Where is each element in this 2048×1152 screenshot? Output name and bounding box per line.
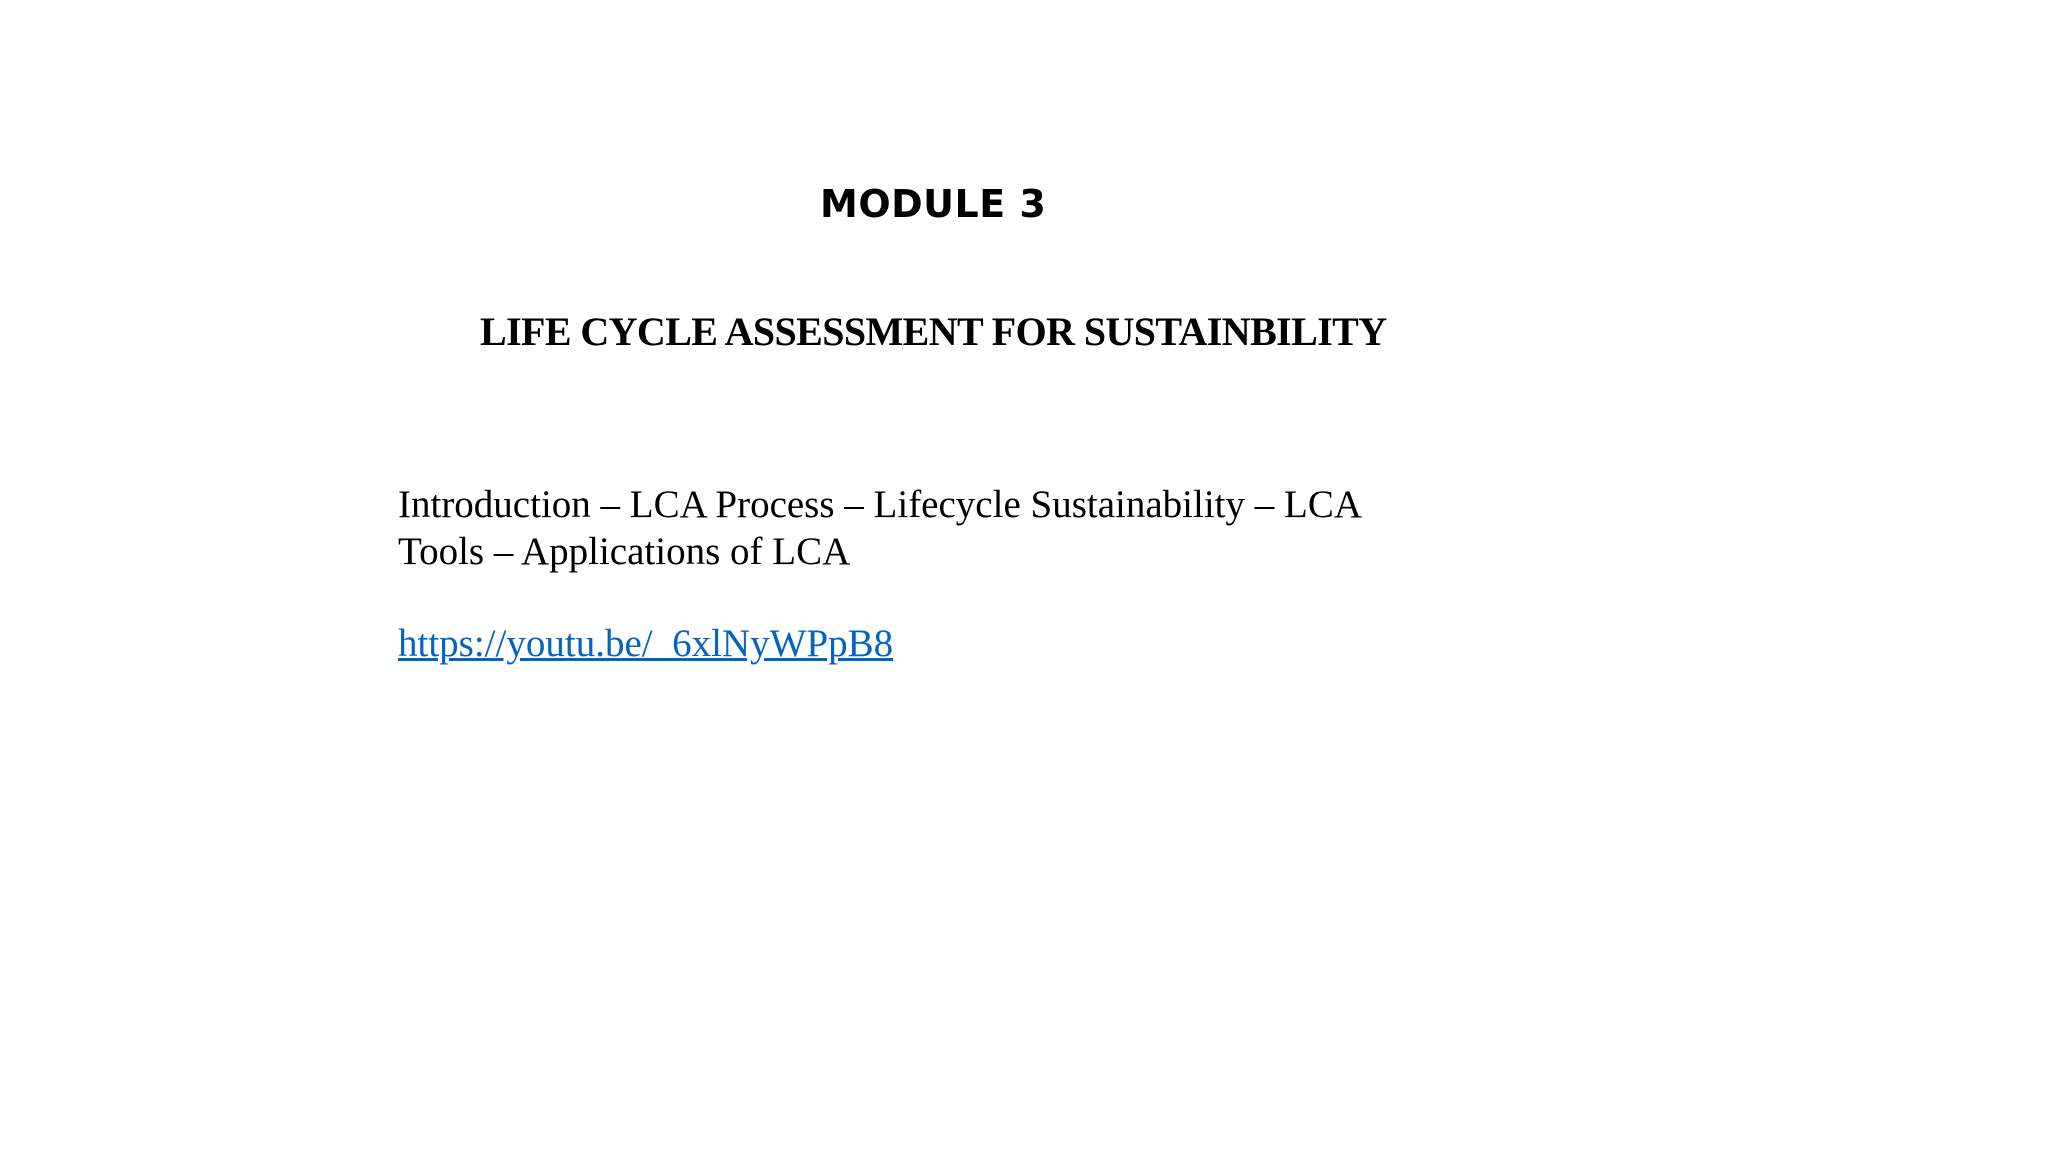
video-link[interactable]: https://youtu.be/_6xlNyWPpB8 xyxy=(398,622,894,665)
topics-text: Introduction – LCA Process – Lifecycle Sustainability – LCA Tools – Applications of LCA xyxy=(398,483,1360,573)
module-title: MODULE 3 xyxy=(820,182,1047,226)
slide-subtitle: LIFE CYCLE ASSESSMENT FOR SUSTAINBILITY xyxy=(480,309,1387,354)
